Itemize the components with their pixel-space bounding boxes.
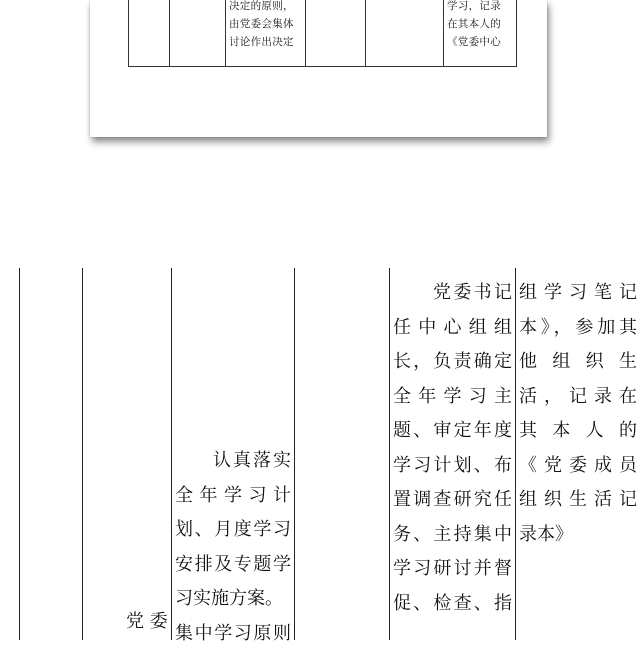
mini-record-line: 《党委中心 xyxy=(447,33,501,51)
previous-page-area xyxy=(0,0,640,150)
mini-rule-text xyxy=(229,0,294,51)
task-cell xyxy=(175,444,291,651)
mini-record-text xyxy=(447,0,501,51)
table-divider xyxy=(82,268,83,640)
record-line: 《党委成员 xyxy=(519,449,637,484)
mini-rule-line: 决定的原则， xyxy=(229,0,294,15)
responsibility-table xyxy=(0,268,640,640)
mini-rule-line: 讨论作出决定 xyxy=(229,33,294,51)
duty-line: 党委书记 xyxy=(393,276,512,311)
mini-record-line: 在其本人的 xyxy=(447,15,501,33)
task-line: 集中学习原则 xyxy=(175,617,291,651)
record-line: 他组织生 xyxy=(519,345,637,380)
mini-rule-line: 由党委会集体 xyxy=(229,15,294,33)
mini-table-divider xyxy=(169,0,170,66)
table-divider xyxy=(515,268,516,640)
task-line: 划、月度学习 xyxy=(175,513,291,548)
task-line: 安排及专题学 xyxy=(175,548,291,583)
duty-line: 全年学习主 xyxy=(393,380,512,415)
party-label-line: 党 委 xyxy=(126,605,170,640)
duty-line: 务、主持集中 xyxy=(393,518,512,553)
record-cell xyxy=(519,276,637,552)
duty-line: 学习计划、布 xyxy=(393,449,512,484)
record-line: 录本》 xyxy=(519,518,637,553)
duty-line: 任中心组组 xyxy=(393,311,512,346)
duty-line: 促、检查、指 xyxy=(393,587,512,622)
record-line: 活，记录在 xyxy=(519,380,637,415)
mini-table-divider xyxy=(225,0,226,66)
record-line: 本》，参加其 xyxy=(519,311,637,346)
task-line: 认真落实 xyxy=(175,444,291,479)
party-label-cell xyxy=(126,605,170,640)
duty-cell xyxy=(393,276,512,621)
mini-table-divider xyxy=(305,0,306,66)
mini-record-line: 学习，记录 xyxy=(447,0,501,15)
task-line: 习实施方案。 xyxy=(175,582,291,617)
record-line: 组织生活记 xyxy=(519,483,637,518)
duty-line: 置调查研究任 xyxy=(393,483,512,518)
table-divider xyxy=(389,268,390,640)
table-divider xyxy=(19,268,20,640)
duty-line: 长，负责确定 xyxy=(393,345,512,380)
duty-line: 题、审定年度 xyxy=(393,414,512,449)
record-line: 组学习笔记 xyxy=(519,276,637,311)
record-line: 其本人的 xyxy=(519,414,637,449)
table-divider xyxy=(171,268,172,640)
table-divider xyxy=(294,268,295,640)
duty-line: 学习研讨并督 xyxy=(393,552,512,587)
previous-page-table xyxy=(128,0,517,67)
mini-table-divider xyxy=(516,0,517,66)
task-line: 全年学习计 xyxy=(175,479,291,514)
mini-table-divider xyxy=(443,0,444,66)
mini-table-divider xyxy=(365,0,366,66)
